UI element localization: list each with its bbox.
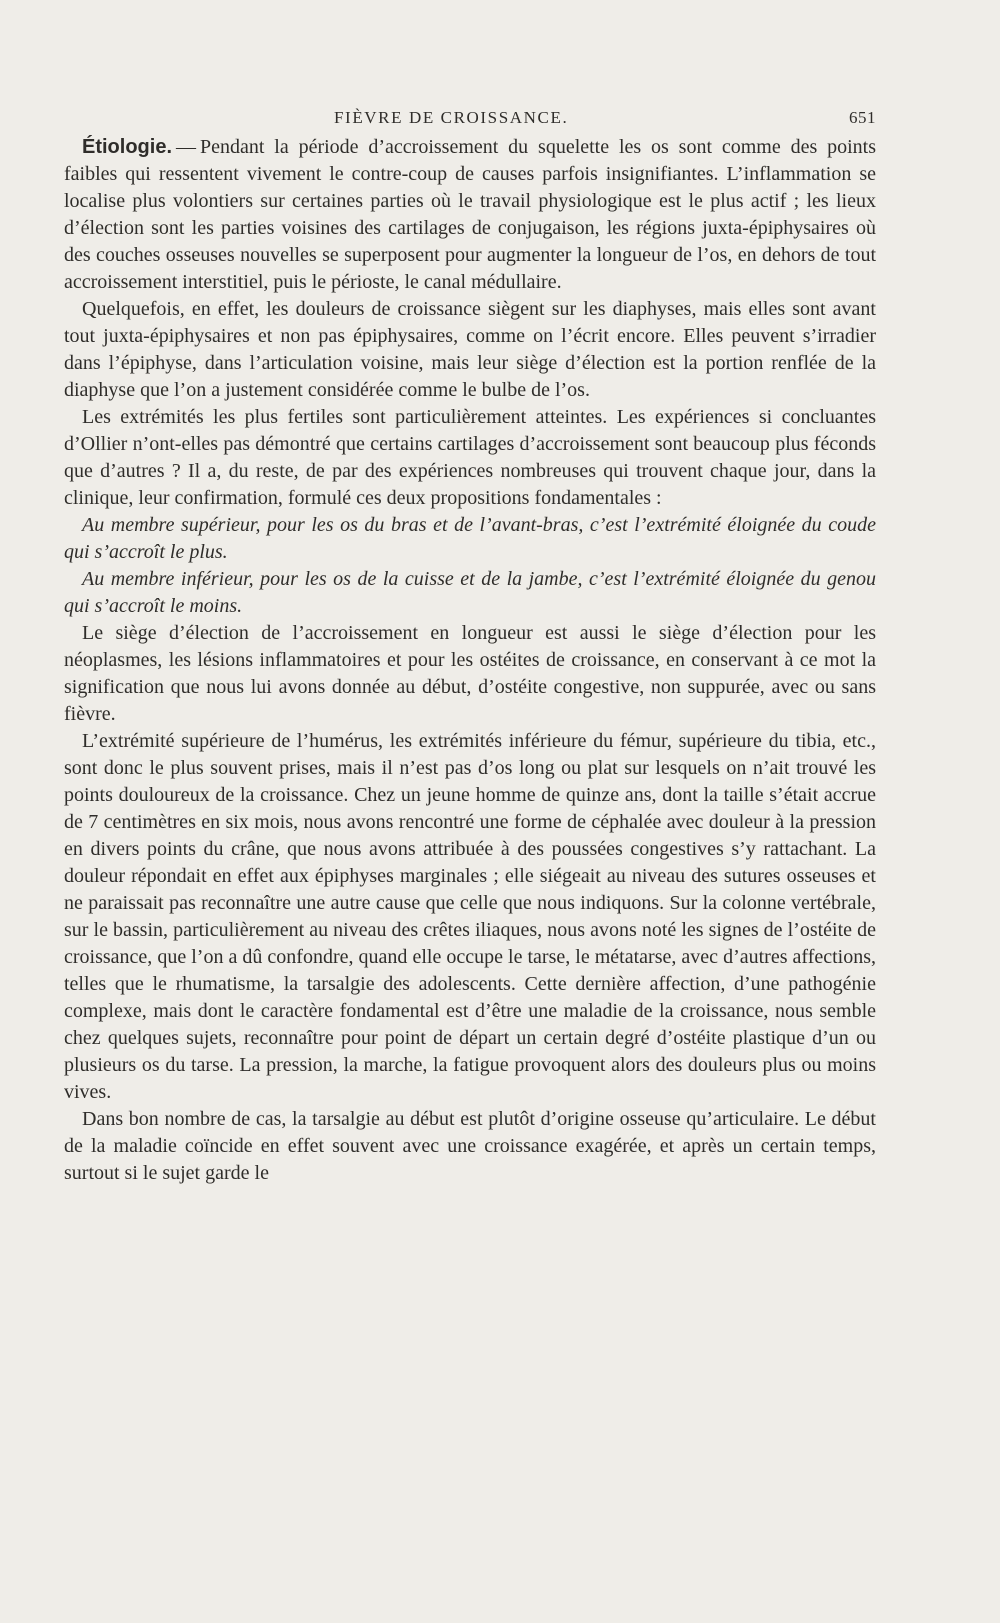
paragraph-text: Pendant la période d’accroissement du squelette les os sont comme des points faibles qui ressentent vivement le contre-coup de causes parfois insignifiantes. L’inflammation se localise plus volontiers sur certaines parties où le travail physiologique est le plus actif ; les lieux d’élection sont les parties voisines des cartilages de conjugaison, les régions juxta-épiphysaires où des couches osseuses nouvelles se superposent pour augmenter la longueur de l’os, en dehors de tout accroissement interstitiel, puis le périoste, le canal médullaire. <box>64 136 876 293</box>
paragraph: Quelquefois, en effet, les douleurs de croissance siègent sur les diaphyses, mais elles sont avant tout juxta-épiphysaires et non pas épiphysaires, comme on l’écrit encore. Elles peuvent s’irradier dans l’épiphyse, dans l’articulation voisine, mais leur siège d’élection est la portion renflée de la diaphyse que l’on a justement considérée comme le bulbe de l’os. <box>64 298 876 401</box>
paragraph: Le siège d’élection de l’accroissement en longueur est aussi le siège d’élection pour les néoplasmes, les lésions inflammatoires et pour les ostéites de croissance, en conservant à ce mot la signification que nous lui avons donnée au début, d’ostéite congestive, non suppurée, avec ou sans fièvre. <box>64 622 876 725</box>
running-title: FIÈVRE DE CROISSANCE. <box>334 108 569 127</box>
book-page <box>64 104 876 1187</box>
page-number: 651 <box>849 108 876 127</box>
em-dash: — <box>176 136 196 158</box>
italic-proposition-lower-limb: Au membre inférieur, pour les os de la cuisse et de la jambe, c’est l’extrémité éloignée du genou qui s’accroît le moins. <box>64 568 876 617</box>
section-heading: Étiologie. <box>82 136 172 158</box>
paragraph: Dans bon nombre de cas, la tarsalgie au début est plutôt d’origine osseuse qu’articulaire. Le début de la maladie coïncide en effet souvent avec une croissance exagérée, et après un certain temps, surtout si le sujet garde le <box>64 1108 876 1184</box>
italic-proposition-upper-limb: Au membre supérieur, pour les os du bras et de l’avant-bras, c’est l’extrémité éloignée du coude qui s’accroît le plus. <box>64 514 876 563</box>
paragraph-etiology <box>64 134 876 296</box>
paragraph: L’extrémité supérieure de l’humérus, les extrémités inférieure du fémur, supérieure du tibia, etc., sont donc le plus souvent prises, mais il n’est pas d’os long ou plat sur lesquels on n’ait trouvé les points douloureux de la croissance. Chez un jeune homme de quinze ans, dont la taille s’était accrue de 7 centimètres en six mois, nous avons rencontré une forme de céphalée avec douleur à la pression en divers points du crâne, que nous avons attribuée à des poussées congestives s’y rattachant. La douleur répondait en effet aux épiphyses marginales ; elle siégeait au niveau des sutures osseuses et ne paraissait pas reconnaître une autre cause que celle que nous indiquons. Sur la colonne vertébrale, sur le bassin, particulièrement au niveau des crêtes iliaques, nous avons noté les signes de l’ostéite de croissance, que l’on a dû confondre, quand elle occupe le tarse, le métatarse, avec d’autres affections, telles que le rhumatisme, la tarsalgie des adolescents. Cette dernière affection, d’une pathogénie complexe, mais dont le caractère fondamental est d’être une maladie de la croissance, nous semble chez quelques sujets, reconnaître pour point de départ un certain degré d’ostéite plastique d’un ou plusieurs os du tarse. La pression, la marche, la fatigue provoquent alors des douleurs plus ou moins vives. <box>64 730 876 1103</box>
running-header <box>64 104 876 134</box>
paragraph: Les extrémités les plus fertiles sont particulièrement atteintes. Les expériences si concluantes d’Ollier n’ont-elles pas démontré que certains cartilages d’accroissement sont beaucoup plus féconds que d’autres ? Il a, du reste, de par des expériences nombreuses qui trouvent chaque jour, dans la clinique, leur confirmation, formulé ces deux propositions fondamentales : <box>64 406 876 509</box>
